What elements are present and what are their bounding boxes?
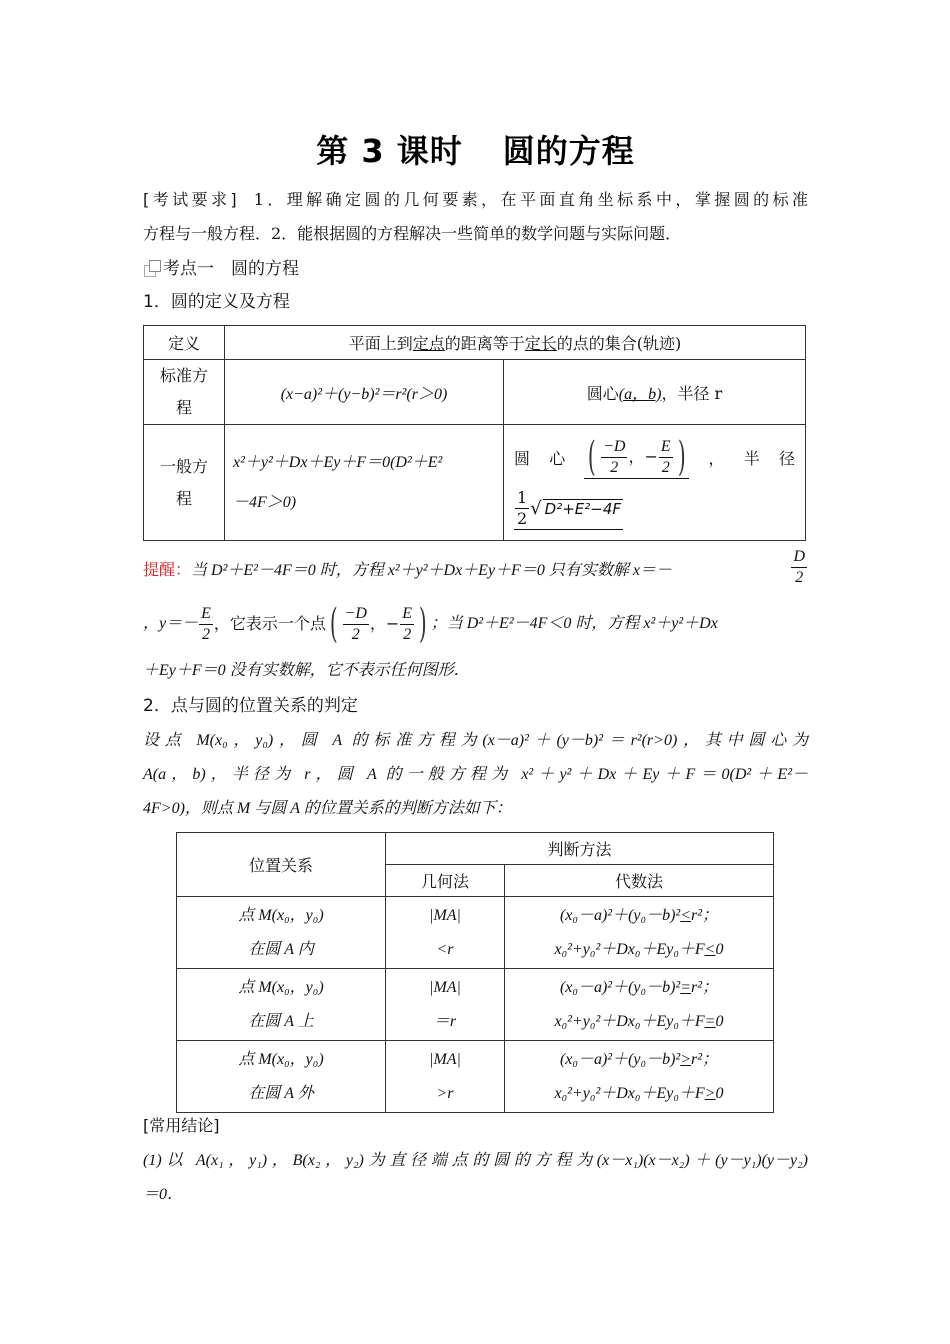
sqrt-icon: √ <box>530 497 542 519</box>
pt-den2: 2 <box>403 625 412 643</box>
alg-b-op: < <box>704 940 716 958</box>
alg-b-pre: x₀²+y₀²＋Dx₀＋Ey₀＋F <box>554 940 705 958</box>
position-cell <box>177 1041 386 1113</box>
alg-b <box>505 1077 773 1111</box>
def-pre: 平面上到 <box>348 334 413 353</box>
lesson-number: 第 3 课时 <box>316 132 463 170</box>
def-post: 的点的集合(轨迹) <box>556 334 682 353</box>
page-title <box>143 126 808 172</box>
radius-label: ，半径 r <box>661 383 723 403</box>
table-row-definition <box>144 326 806 360</box>
frac1-den: 2 <box>610 458 619 476</box>
geometric-cell <box>386 1041 505 1113</box>
general-center-radius <box>504 425 806 541</box>
section1-subheading: 1．圆的定义及方程 <box>143 292 290 312</box>
pos-b: 在圆 A 内 <box>248 940 314 958</box>
def-fixed-point: 定点 <box>412 334 445 353</box>
algebraic-cell <box>505 1041 774 1113</box>
alg-b-pre: x₀²+y₀²＋Dx₀＋Ey₀＋F <box>554 1084 705 1102</box>
table-row-standard <box>144 360 806 425</box>
geo-b: ＝r <box>433 1012 457 1030</box>
header-geometric: 几何法 <box>386 865 505 897</box>
reminder-text2a: ，y＝－ <box>143 615 199 632</box>
frac2-num: E <box>659 437 673 458</box>
frac-sep: ，− <box>628 446 658 466</box>
exam-requirements-line1 <box>143 190 808 210</box>
standard-label-b: 程 <box>175 398 192 417</box>
alg-a-op: = <box>680 978 691 996</box>
standard-center-radius <box>504 360 806 425</box>
exam-requirements-line2 <box>143 224 681 244</box>
conclusions-label: [常用结论] <box>143 1116 220 1135</box>
pos-a: 点 M(x₀，y₀) <box>238 978 324 996</box>
algebraic-cell <box>505 969 774 1041</box>
frac1-num: −D <box>601 437 627 458</box>
alg-a-pre: (x₀－a)²＋(y₀－b)² <box>559 1050 681 1068</box>
pos-a: 点 M(x₀，y₀) <box>238 906 324 924</box>
alg-b-op: > <box>704 1084 716 1102</box>
algebraic-cell <box>505 897 774 969</box>
radius-char1: 半 <box>743 449 760 468</box>
reminder-line1 <box>143 548 808 588</box>
alg-a-pre: (x₀－a)²＋(y₀－b)² <box>559 978 681 996</box>
alg-a-post: r²； <box>691 978 719 996</box>
header-algebraic: 代数法 <box>505 865 774 897</box>
pt-sep: ，− <box>369 614 400 633</box>
geometric-cell <box>386 969 505 1041</box>
pos-b: 在圆 A 上 <box>248 1012 314 1030</box>
pt-num1: −D <box>343 604 369 625</box>
table-row-general <box>144 425 806 541</box>
alg-b <box>505 933 773 967</box>
alg-b-post: 0 <box>715 940 724 958</box>
general-equation <box>225 425 504 541</box>
reminder-line2: ，y＝－ $\frac{E}{2}$ ，它表示一个点 ( $\frac{-D}{2}$ ，− $\frac{E}{2}$ ) ；当 D²＋E²－4F＜0 时，方程 x²＋y²＋Dx <box>143 601 718 647</box>
center-value: (a，b) <box>618 385 662 403</box>
alg-a-op: > <box>680 1050 691 1068</box>
alg-b-op: = <box>704 1012 716 1030</box>
general-label-b: 程 <box>175 488 192 508</box>
alg-a <box>505 899 773 933</box>
alg-b <box>505 1005 773 1039</box>
alg-a <box>505 971 773 1005</box>
lesson-topic: 圆的方程 <box>502 132 635 170</box>
geo-a: |MA| <box>429 978 461 996</box>
alg-a-post: r²； <box>691 906 719 924</box>
general-radius-value <box>504 484 805 534</box>
section1-heading <box>143 259 299 279</box>
frac-x-den: 2 <box>795 569 804 586</box>
geo-b: <r <box>436 940 454 958</box>
section2-para-line1: 设点 M(x₀，y₀)，圆 A 的标准方程为(x－a)²＋(y－b)²＝r²(r>0)，其中圆心为 <box>143 732 808 749</box>
position-cell <box>177 969 386 1041</box>
alg-b-pre: x₀²+y₀²＋Dx₀＋Ey₀＋F <box>554 1012 705 1030</box>
reminder-text2c: ；当 D²＋E²－4F＜0 时，方程 x²＋y²＋Dx <box>430 615 718 632</box>
reminder-text1: 当 D²＋E²－4F＝0 时，方程 x²＋y²＋Dx＋Ey＋F＝0 只有实数解 x＝－ <box>191 562 672 579</box>
stacked-squares-icon <box>143 260 161 276</box>
table-row <box>177 969 774 1041</box>
position-relation-table <box>176 832 774 1113</box>
section2-para-line2: A(a，b)，半径为 r，圆 A 的一般方程为 x²＋y²＋Dx＋Ey＋F＝0(D²＋E²－ <box>143 766 808 783</box>
radius-expression <box>514 488 623 530</box>
general-center-value: ( $\frac{-D}{2}$ ，− $\frac{E}{2}$ ) <box>584 437 689 479</box>
frac2-den: 2 <box>661 458 670 476</box>
table-row <box>177 897 774 969</box>
radius-char2: 径 <box>778 449 795 468</box>
circle-equation-table <box>143 325 806 541</box>
center-char1: 圆 <box>514 449 531 468</box>
frac-x-num: D <box>791 547 807 568</box>
general-label <box>144 425 225 541</box>
standard-label <box>144 360 225 425</box>
def-mid: 的距离等于 <box>444 334 525 353</box>
exam-requirements-text: 1．理解确定圆的几何要素，在平面直角坐标系中，掌握圆的标准 <box>253 190 808 209</box>
def-fixed-length: 定长 <box>524 334 557 353</box>
pos-a: 点 M(x₀，y₀) <box>238 1050 324 1068</box>
reminder-line3: ＋Ey＋F＝0 没有实数解，它不表示任何图形． <box>143 662 470 679</box>
pt-num2: E <box>400 604 414 625</box>
radius-coef-num: 1 <box>517 487 528 507</box>
standard-equation: (x−a)²＋(y−b)²＝r²(r＞0) <box>225 360 504 425</box>
frac-y-den: 2 <box>202 625 210 643</box>
header-position: 位置关系 <box>177 833 386 897</box>
exam-requirements-label: [考试要求] <box>143 190 237 209</box>
frac-y-num: E <box>199 604 213 625</box>
center-label: 圆心 <box>586 383 619 403</box>
center-char2: 心 <box>549 449 566 468</box>
conclusion-item1-line2: ＝0． <box>143 1186 184 1203</box>
definition-label: 定义 <box>144 326 225 360</box>
definition-text <box>225 326 806 360</box>
geo-a: |MA| <box>429 906 461 924</box>
pt-den1: 2 <box>351 625 360 643</box>
conclusion-item1-line1: (1)以 A(x₁，y₁)，B(x₂，y₂)为直径端点的圆的方程为(x－x₁)(x－x₂)＋(y－y₁)(y－y₂) <box>143 1152 808 1169</box>
alg-a <box>505 1043 773 1077</box>
general-center-line: 圆 心 ( $\frac{-D}{2}$ ，− $\frac{E}{2}$ ) ， 半 径 <box>514 434 795 480</box>
alg-a-post: r²； <box>691 1050 719 1068</box>
geometric-cell <box>386 897 505 969</box>
reminder-frac-x <box>791 547 807 588</box>
general-eq-line1: x²＋y²＋Dx＋Ey＋F＝0(D²＋E² <box>233 453 443 471</box>
table2-header-row1 <box>177 833 774 865</box>
header-method: 判断方法 <box>386 833 774 865</box>
alg-b-post: 0 <box>715 1084 724 1102</box>
alg-a-op: < <box>680 906 691 924</box>
exam-requirements-text2: 方程与一般方程．2．能根据圆的方程解决一些简单的数学问题与实际问题． <box>143 224 682 243</box>
radius-coef-den: 2 <box>517 508 528 528</box>
section1-heading-text: 考点一 圆的方程 <box>163 259 299 279</box>
table-row <box>177 1041 774 1113</box>
position-cell <box>177 897 386 969</box>
alg-a-pre: (x₀－a)²＋(y₀－b)² <box>559 906 681 924</box>
standard-label-a: 标准方 <box>159 366 208 385</box>
alg-b-post: 0 <box>715 1012 724 1030</box>
reminder-text2b: ，它表示一个点 <box>213 614 326 633</box>
radius-sqrt-content: D²+E²−4F <box>544 499 622 518</box>
pos-b: 在圆 A 外 <box>248 1084 314 1102</box>
geo-b: >r <box>436 1084 454 1102</box>
section2-para-line3: 4F>0)，则点 M 与圆 A 的位置关系的判断方法如下： <box>143 800 512 817</box>
general-label-a: 一般方 <box>159 456 208 476</box>
general-eq-line2: －4F＞0) <box>233 493 297 511</box>
geo-a: |MA| <box>429 1050 461 1068</box>
reminder-label: 提醒： <box>143 560 192 579</box>
section2-heading: 2．点与圆的位置关系的判定 <box>143 696 358 716</box>
